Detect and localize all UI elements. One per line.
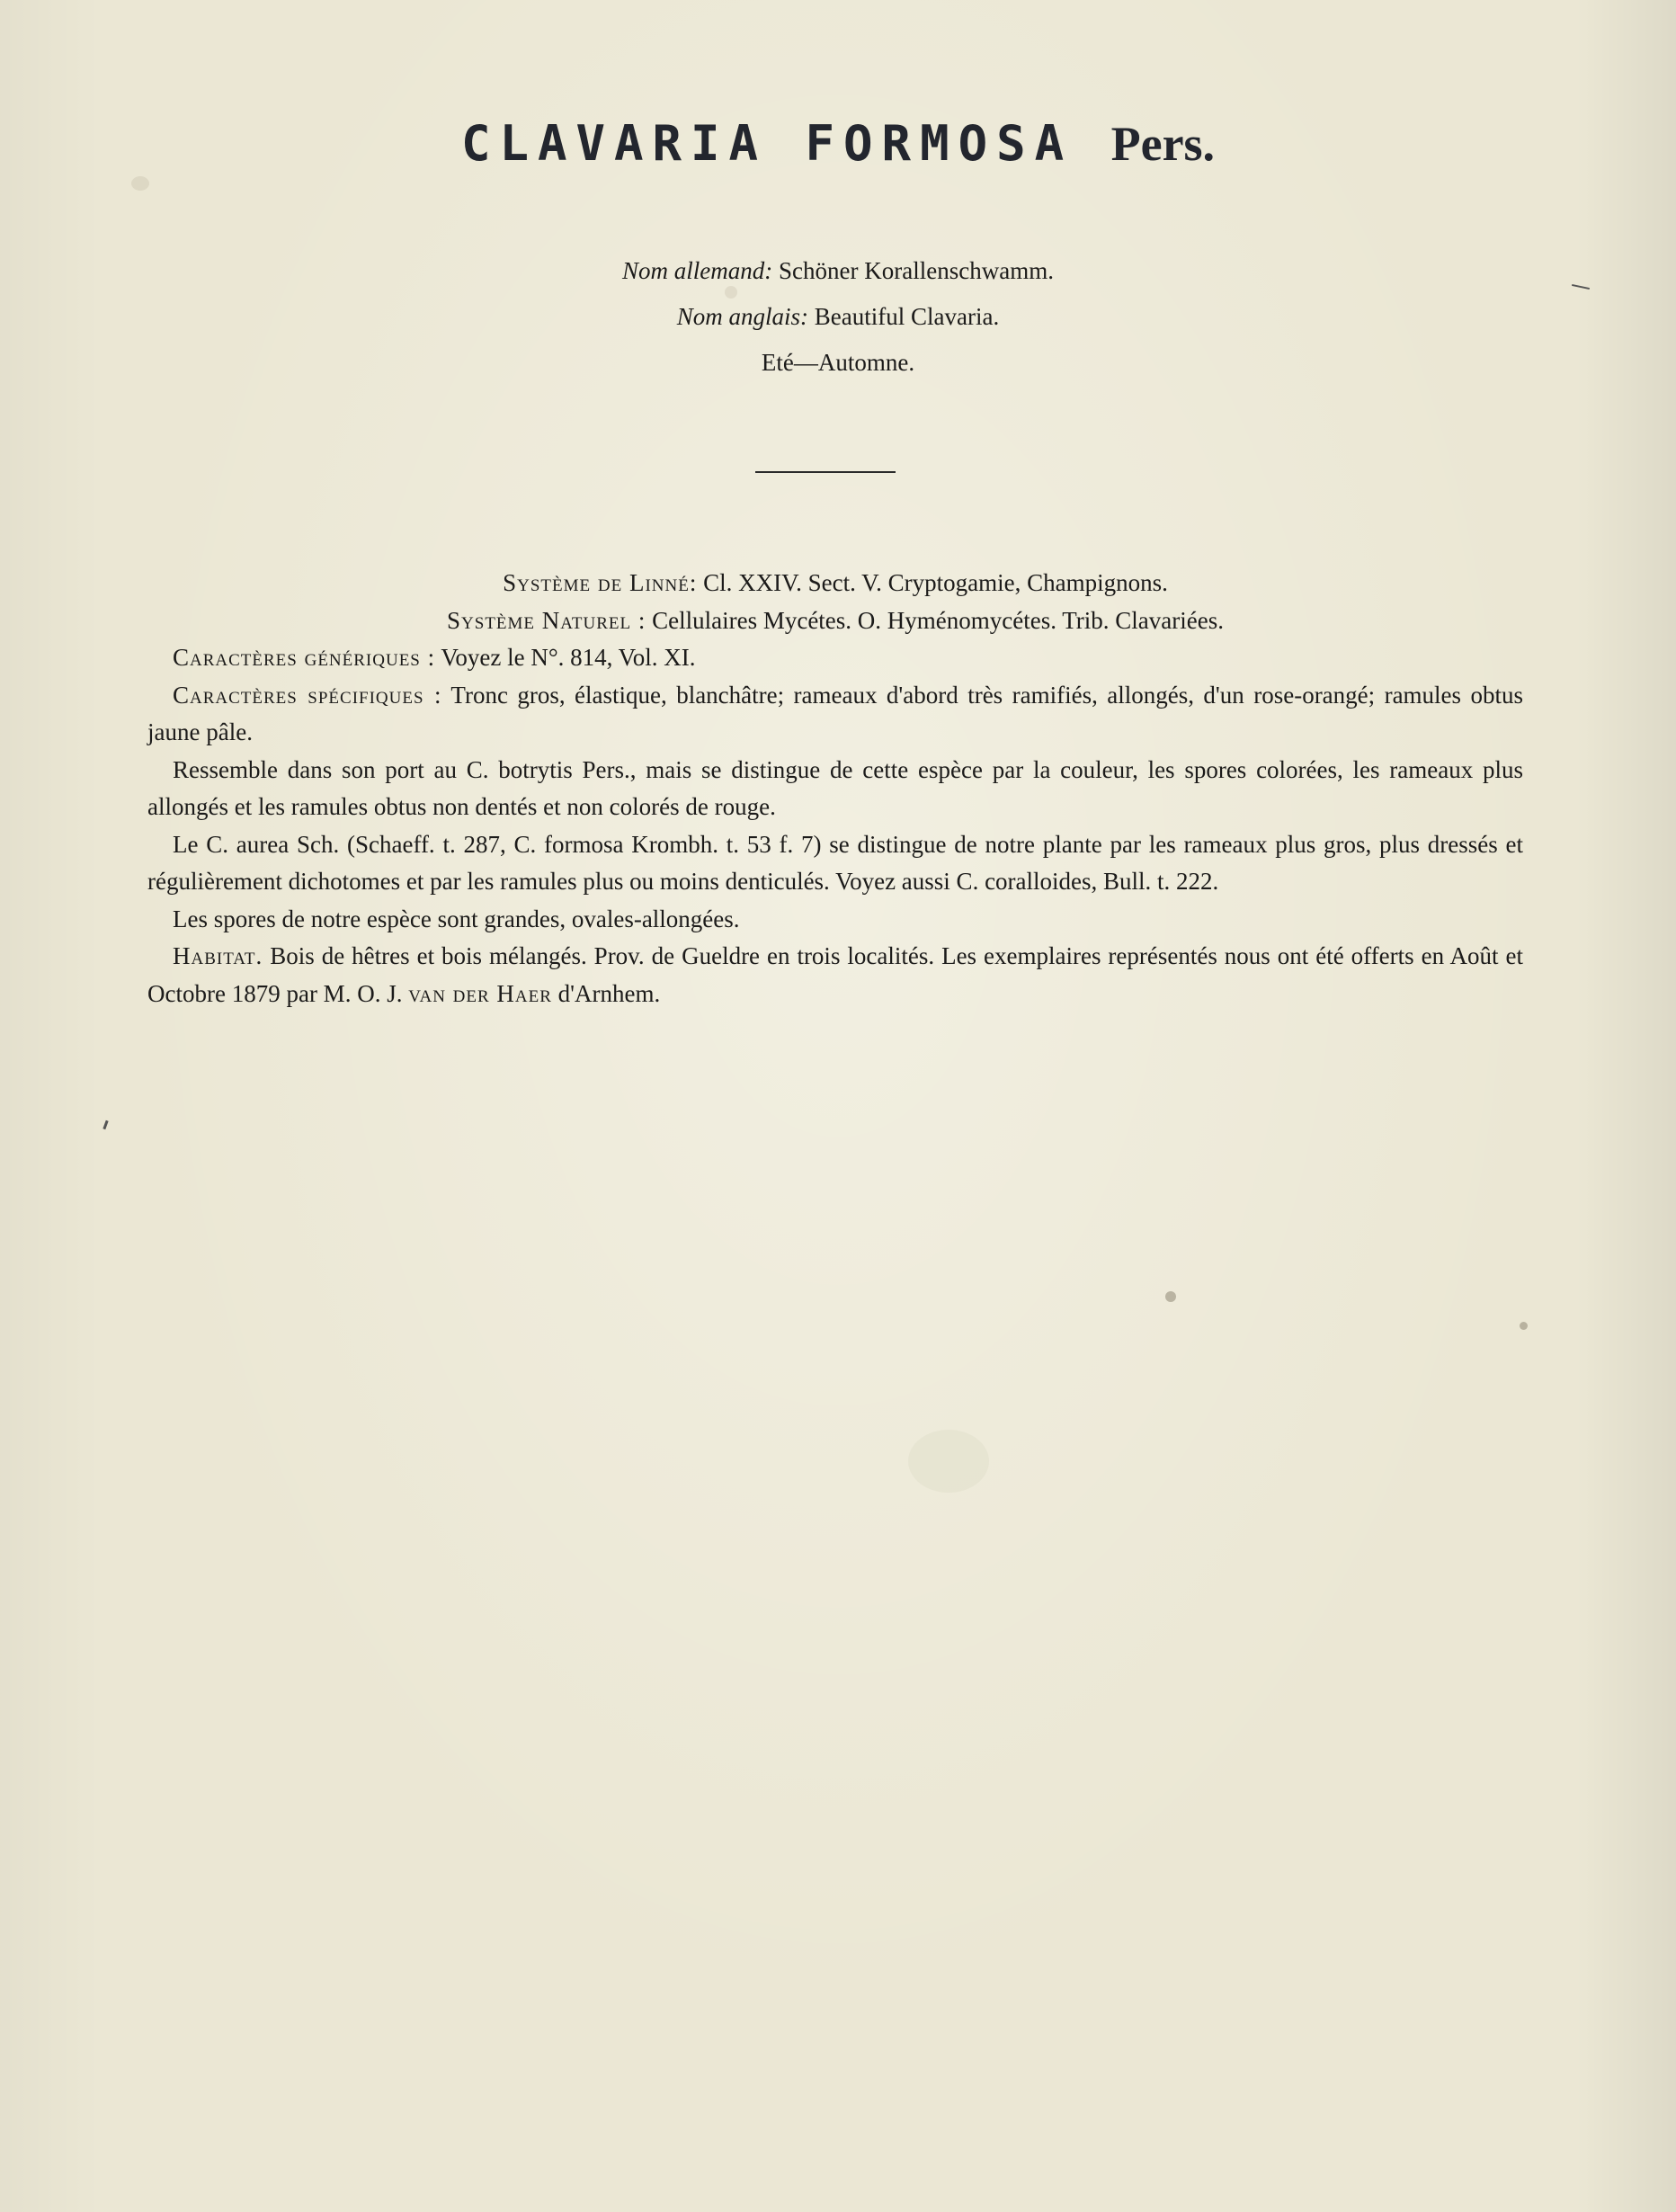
page-title [0,115,1676,172]
generiques-paragraph [147,639,1523,677]
common-names [0,248,1676,386]
season: Eté—Automne. [761,349,915,376]
naturel-line [147,602,1523,640]
separator-rule [755,471,896,473]
linne-label: Système de Linné: [503,569,698,596]
habitat-text-1: Bois de hêtres et bois mélangés. Prov. de Gueldre en trois localités. Les exemplaires représentés nous ont été offerts en Août et Octobre 1879 par M. O. J. [147,942,1523,1007]
habitat-text-2: d'Arnhem. [557,979,661,1007]
habitat-collector-name: van der Haer [408,979,552,1007]
specifiques-paragraph [147,677,1523,752]
title-author: Pers. [1110,117,1216,171]
linne-line [147,565,1523,602]
generiques-text: Voyez le N°. 814, Vol. XI. [441,644,696,671]
generiques-label: Caractères génériques : [173,644,436,671]
paper-stain [1165,1291,1176,1302]
spores-paragraph: Les spores de notre espèce sont grandes, ovales-allongées. [173,905,740,932]
english-name-value: Beautiful Clavaria. [814,303,1000,330]
paper-stain [131,176,149,191]
habitat-paragraph [147,938,1523,1012]
naturel-text: Cellulaires Mycétes. O. Hyménomycétes. Trib. Clavariées. [652,606,1224,634]
specifiques-label: Caractères spécifiques : [173,681,442,709]
paper-stain [1520,1322,1528,1330]
paper-stain [908,1430,989,1493]
title-name: CLAVARIA FORMOSA [460,115,1074,172]
english-name-label: Nom anglais: [676,303,809,330]
naturel-label: Système Naturel : [447,606,646,634]
linne-text: Cl. XXIV. Sect. V. Cryptogamie, Champignons. [703,569,1168,596]
german-name-label: Nom allemand: [622,257,773,284]
german-name-value: Schöner Korallenschwamm. [779,257,1054,284]
paper-mark [103,1120,108,1129]
habitat-label: Habitat. [173,942,263,969]
aurea-paragraph: Le C. aurea Sch. (Schaeff. t. 287, C. formosa Krombh. t. 53 f. 7) se distingue de notre plante par les rameaux plus gros, plus dressés et régulièrement dichotomes et par les ramules plus ou moins denticulés. Voyez aussi C. coralloides, Bull. t. 222. [147,830,1523,895]
ressemble-paragraph: Ressemble dans son port au C. botrytis Pers., mais se distingue de cette espèce par la couleur, les spores colorées, les rameaux plus allongés et les ramules obtus non dentés et non colorés de rouge. [147,755,1523,820]
description-body [147,565,1523,1012]
specifiques-text: Tronc gros, élastique, blanchâtre; rameaux d'abord très ramifiés, allongés, d'un rose-orangé; ramules obtus jaune pâle. [147,681,1523,745]
german-name-line [0,248,1676,294]
english-name-line [0,294,1676,340]
